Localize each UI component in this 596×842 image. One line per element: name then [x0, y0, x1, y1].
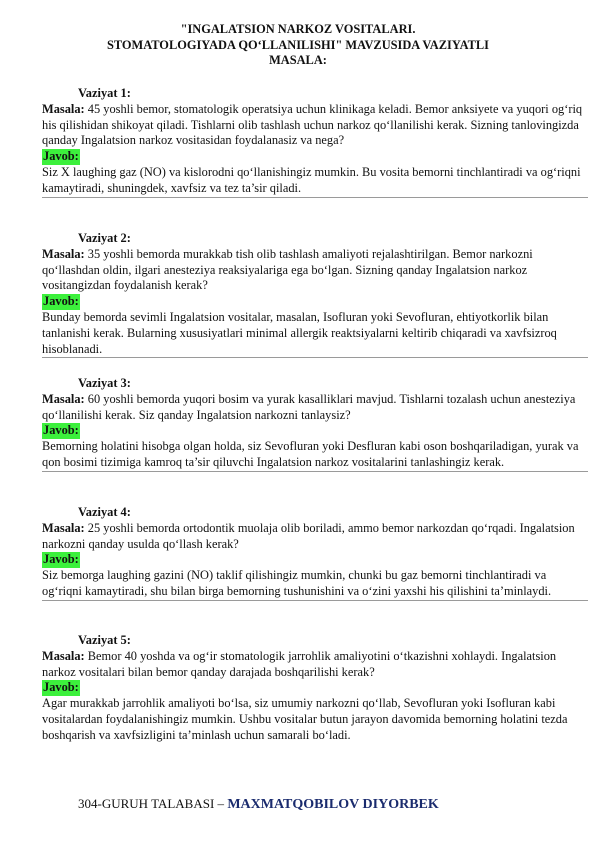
case-title: Vaziyat 2: [78, 231, 131, 245]
case-4 [42, 505, 588, 601]
case-title: Vaziyat 4: [78, 505, 131, 519]
task-text: 60 yoshli bemorda yuqori bosim va yurak kasalliklari mavjud. Tishlarni tozalash uchun anesteziya qo‘llanilishi kerak. Siz qanday Ingalatsion narkozni tanlaysiz? [42, 391, 576, 422]
answer-text: Bemorning holatini hisobga olgan holda, siz Sevofluran yoki Desfluran kabi oson boshqariladigan, yurak va qon bosimi tizimiga kamroq ta’sir qiluvchi Ingalatsion narkoz vositalarini tanlashingiz kerak. [42, 439, 588, 472]
case-5 [42, 633, 588, 744]
task-label: Masala: [42, 648, 85, 663]
title-line-2: STOMATOLOGIYADA QO‘LLANILISHI" MAVZUSIDA VAZIYATLI [106, 37, 490, 52]
case-task [42, 247, 588, 294]
task-text: Bemor 40 yoshda va og‘ir stomatologik jarrohlik amaliyotini o‘tkazishni xohlaydi. Ingalatsion narkoz vositalari bilan bemor qanday darajada boshqarilishi kerak? [42, 648, 557, 679]
footer-group: 304-GURUH TALABASI – [78, 796, 228, 811]
footer-author-name: MAXMATQOBILOV DIYORBEK [227, 797, 439, 812]
answer-label: Javob: [43, 149, 79, 164]
task-text: 25 yoshli bemorda ortodontik muolaja olib boriladi, ammo bemor narkozdan qo‘rqadi. Ingalatsion narkozni qanday usulda qo‘llash kerak? [42, 520, 575, 551]
answer-label: Javob: [43, 294, 79, 309]
case-2 [42, 231, 588, 358]
answer-text: Agar murakkab jarrohlik amaliyoti bo‘lsa, siz umumiy narkozni qo‘llab, Sevofluran yoki Isofluran kabi vositalardan foydalanishingiz mumkin. Ushbu vositalar butun jarayon davomida bemorning holatini tezda boshqarish va xavfsizligini ta’minlash uchun samarali bo‘ladi. [42, 696, 568, 742]
title-line-1: "INGALATSION NARKOZ VOSITALARI. [180, 22, 416, 36]
case-task [42, 102, 588, 149]
answer-label: Javob: [43, 423, 79, 438]
footer [78, 796, 439, 813]
answer-text: Bunday bemorda sevimli Ingalatsion vositalar, masalan, Isofluran yoki Sevofluran, ehtiyotkorlik bilan tanlanishi kerak. Bularning xususiyatlari minimal allergik reaktsiyalarni keltirib chiqaradi va xavfsizroq hisoblanadi. [42, 310, 588, 358]
case-1 [42, 86, 588, 198]
case-3 [42, 376, 588, 472]
title-line-3: MASALA: [269, 53, 327, 67]
case-task [42, 392, 588, 424]
answer-text: Siz bemorga laughing gazini (NO) taklif qilishingiz mumkin, chunki bu gaz bemorni tinchlantiradi va og‘riqni kamaytiradi, shu bilan birga bemorning tushunishini va o‘zini yaxshi his qilishini ta’minlaydi. [42, 568, 588, 601]
task-label: Masala: [42, 101, 85, 116]
answer-label: Javob: [43, 552, 79, 567]
task-text: 35 yoshli bemorda murakkab tish olib tashlash amaliyoti rejalashtirilgan. Bemor narkozni qo‘llashdan oldin, ilgari anesteziya reaksiyalariga ega bo‘lgan. Sizning qanday Ingalatsion narkoz vositangizdan foydalanish kerak? [42, 246, 533, 293]
task-label: Masala: [42, 391, 85, 406]
case-task [42, 521, 588, 553]
case-title: Vaziyat 1: [78, 86, 131, 100]
task-text: 45 yoshli bemor, stomatologik operatsiya uchun klinikaga keladi. Bemor anksiyete va yuqori og‘riq his qilishidan shikoyat qiladi. Tishlarni olib tashlash uchun narkoz qo‘llanilishi kerak. Sizning tanlovingizda qanday Ingalatsion narkoz vositasidan foydalanasiz va nega? [42, 101, 583, 148]
task-label: Masala: [42, 520, 85, 535]
answer-label: Javob: [43, 680, 79, 695]
case-task [42, 649, 588, 681]
case-title: Vaziyat 3: [78, 376, 131, 390]
task-label: Masala: [42, 246, 85, 261]
page-title [60, 22, 536, 69]
answer-text: Siz X laughing gaz (NO) va kislorodni qo‘llanishingiz mumkin. Bu vosita bemorni tinchlantiradi va og‘riqni kamaytiradi, shuningdek, xavfsiz va tez ta’sir qiladi. [42, 165, 588, 198]
case-title: Vaziyat 5: [78, 633, 131, 647]
